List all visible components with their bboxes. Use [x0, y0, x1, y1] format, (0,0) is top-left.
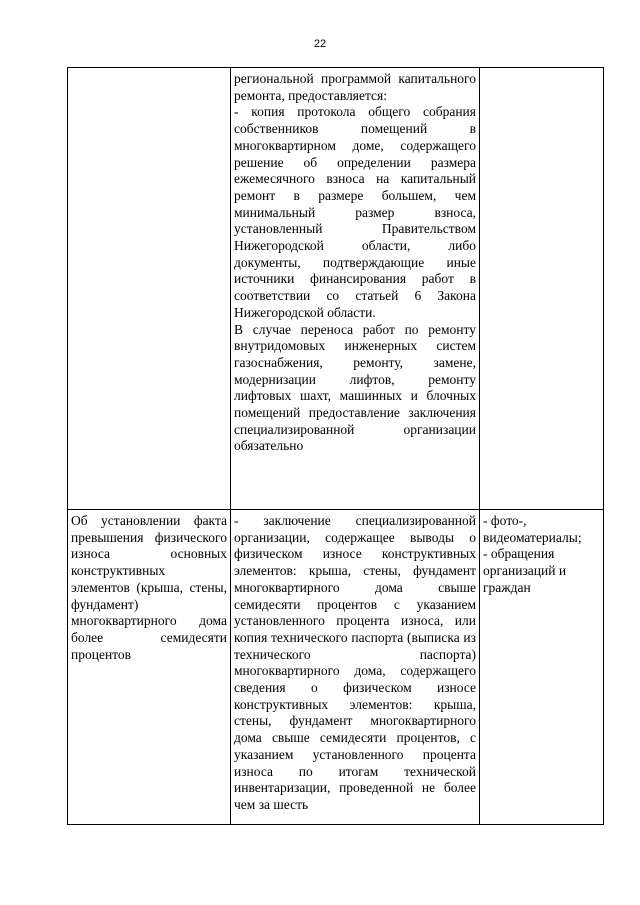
table-cell-materials [480, 510, 604, 825]
cell-line: - фото-, видеоматериалы; [483, 513, 582, 545]
table-row [68, 68, 604, 510]
cell-paragraph: - заключение специализированной организации, содержащее выводы о физическом износе конструктивных элементов: крыша, стены, фундамент многоквартирного дома свыше семидесяти процентов с указанием установленного процента износа, или копия технического паспорта (выписка из технического паспорта) многоквартирного дома, содержащего сведения о физическом износе конструктивных элементов: крыша, стены, фундамент многоквартирного дома свыше семидесяти процентов, с указанием установленного процента износа по итогам технической инвентаризации, проведенной не более чем за шесть [234, 513, 476, 812]
cell-paragraph: региональной программой капитального ремонта, предоставляется: [234, 71, 476, 103]
document-table [67, 67, 604, 825]
table-row [68, 510, 604, 825]
cell-paragraph: - копия протокола общего собрания собственников помещений в многоквартирном доме, содержащего решение об определении размера ежемесячного взноса на капитальный ремонт в размере большем, чем минимальный размер взноса, установленный Правительством Нижегородской области, либо документы, подтверждающие иные источники финансирования работ в соответствии со статьей 6 Закона Нижегородской области. [234, 104, 476, 320]
table-cell-subject [68, 510, 231, 825]
cell-text: Об установлении факта превышения физического износа основных конструктивных элементов (крыша, стены, фундамент) многоквартирного дома более семидесяти процентов [71, 513, 227, 662]
table-cell-documents [231, 68, 480, 510]
table-cell-subject [68, 68, 231, 510]
table-cell-materials [480, 68, 604, 510]
table-cell-documents [231, 510, 480, 825]
page-number: 22 [313, 38, 327, 50]
cell-line: - обращения организаций и граждан [483, 546, 567, 595]
cell-paragraph: В случае переноса работ по ремонту внутридомовых инженерных систем газоснабжения, ремонту, замене, модернизации лифтов, ремонту лифтовых шахт, машинных и блочных помещений предоставление заключения специализированной организации обязательно [234, 321, 476, 454]
